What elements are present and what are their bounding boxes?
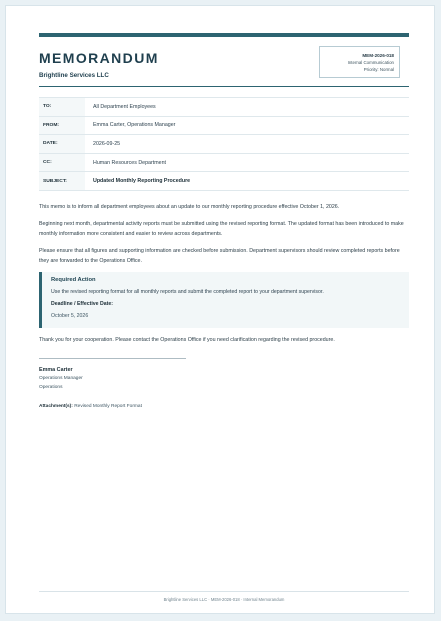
memo-page [6,6,434,613]
closing-paragraph: Thank you for your cooperation. Please contact the Operations Office if you need clarification regarding the revised procedure. [39,337,335,343]
signatory-name: Emma Carter [39,367,73,373]
signatory-title: Operations Manager [39,376,83,381]
attachments-label: Attachment(s): [39,404,73,409]
memo-meta-box [319,46,400,78]
field-row-subject [39,172,409,191]
page-footer: Brightline Services LLC · MEM-2026-018 · Internal Memorandum [163,597,285,602]
field-row-to [39,98,409,117]
field-value: All Department Employees [93,103,156,110]
memo-title: MEMORANDUM [39,50,159,66]
signature-line [39,358,186,359]
attachments [39,404,142,409]
deadline-label: Deadline / Effective Date: [51,301,113,307]
field-value: Emma Carter, Operations Manager [93,122,176,129]
field-row-date [39,135,409,154]
body-paragraph: Beginning next month, departmental activity reports must be submitted using the revised reporting format. The updated format has been introduced to make monthly information more consistent and easier to review across departments. [39,221,404,237]
required-action-box [39,272,409,328]
company-name: Brightline Services LLC [39,72,109,79]
field-label: SUBJECT: [39,172,85,190]
signatory-department: Operations [39,385,63,390]
field-value: Human Resources Department [93,159,167,166]
field-row-cc [39,154,409,173]
body-paragraph: Please ensure that all figures and supporting information are checked before submission. Department supervisors should review completed reports before they are forwarded to the Operations Office. [39,248,400,264]
priority-label: Priority: Normal [363,67,394,72]
deadline-value: October 5, 2026 [51,313,89,319]
attachments-value: Revised Monthly Report Format [74,404,142,409]
field-label: FROM: [39,117,85,135]
action-text: Use the revised reporting format for all monthly reports and submit the completed report to your department supervisor. [51,289,324,295]
field-label: CC: [39,154,85,172]
subject-value: Updated Monthly Reporting Procedure [93,178,191,185]
memo-reference: MEM-2026-018 [362,53,394,58]
body-paragraph: This memo is to inform all department employees about an update to our monthly reporting procedure effective October 1, 2026. [39,204,340,210]
memo-body [39,202,409,273]
field-value: 2026-09-25 [93,140,121,147]
field-label: TO: [39,98,85,116]
footer-divider [39,591,409,592]
header-divider [39,86,409,87]
communication-type: Internal Communication [347,60,394,65]
field-label: DATE: [39,135,85,153]
action-title: Required Action [51,277,96,283]
memo-header-fields [39,97,409,191]
top-accent-bar [39,33,409,37]
field-row-from [39,117,409,136]
